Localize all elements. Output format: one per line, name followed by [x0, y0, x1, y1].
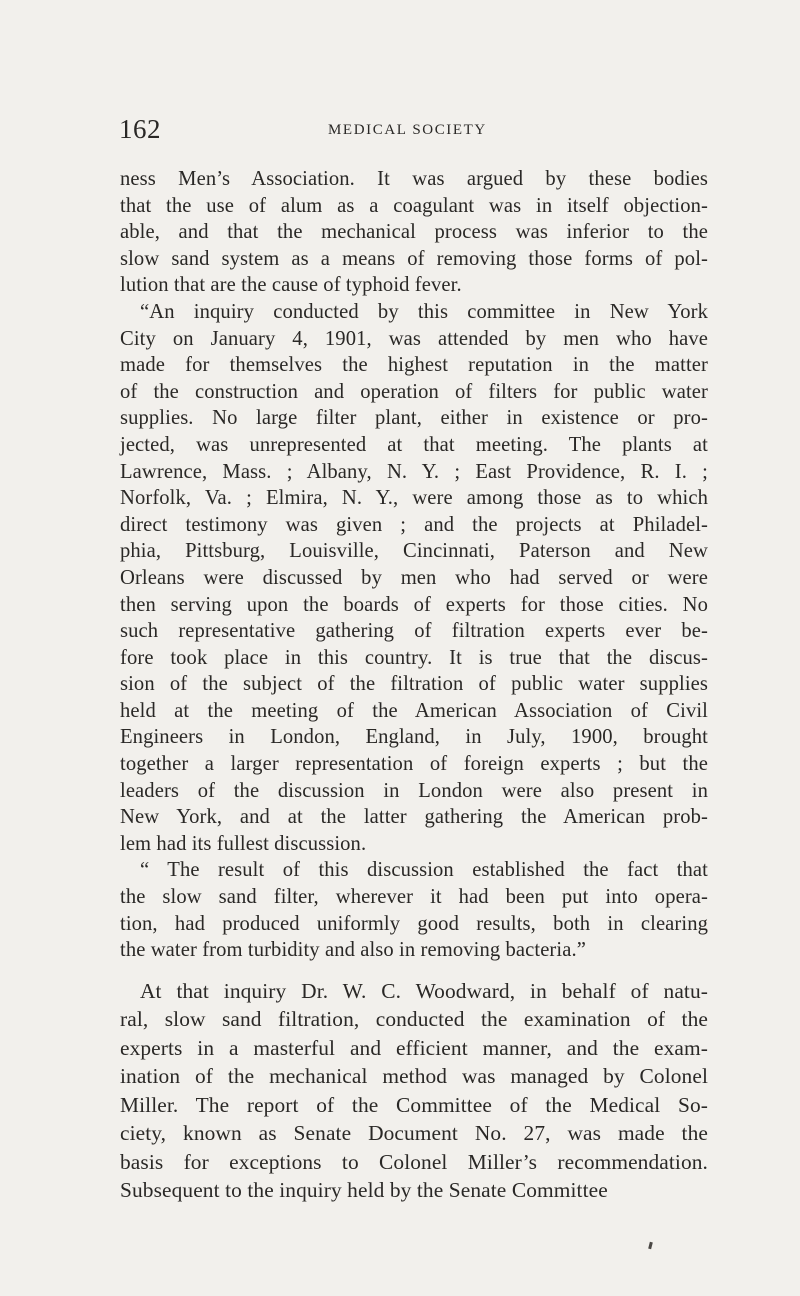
text-line: Engineers in London, England, in July, 1900, brought	[120, 726, 708, 749]
text-line: ness Men’s Association. It was argued by these bodies	[120, 168, 708, 190]
text-line: ral, slow sand filtration, conducted the examination of the	[120, 1007, 708, 1032]
text-line: At that inquiry Dr. W. C. Woodward, in behalf of natu-	[140, 978, 708, 1003]
text-line: phia, Pittsburg, Louisville, Cincinnati, Paterson and New	[120, 540, 708, 563]
text-line: lution that are the cause of typhoid fever.	[120, 274, 462, 297]
ink-speck	[648, 1242, 653, 1250]
text-line: then serving upon the boards of experts for those cities. No	[120, 593, 708, 616]
text-line: Orleans were discussed by men who had served or were	[120, 566, 708, 589]
text-line: the slow sand filter, wherever it had been put into opera-	[120, 886, 708, 909]
text-line: tion, had produced uniformly good results, both in clearing	[120, 912, 708, 935]
text-line: fore took place in this country. It is true that the discus-	[120, 646, 708, 669]
text-line: experts in a masterful and efficient manner, and the exam-	[120, 1035, 708, 1060]
text-line: lem had its fullest discussion.	[120, 832, 367, 855]
text-line: basis for exceptions to Colonel Miller’s recommendation.	[120, 1149, 708, 1174]
body-paragraph	[120, 977, 708, 1205]
text-line: direct testimony was given ; and the projects at Philadel-	[120, 513, 708, 536]
text-line: made for themselves the highest reputation in the matter	[120, 354, 708, 377]
quoted-paragraph-inquiry	[120, 299, 708, 857]
text-line: jected, was unrepresented at that meeting. The plants at	[120, 433, 708, 456]
text-line: Subsequent to the inquiry held by the Senate Committee	[120, 1178, 608, 1203]
text-line: Miller. The report of the Committee of the Medical So-	[120, 1092, 708, 1117]
text-line: New York, and at the latter gathering the American prob-	[120, 806, 708, 829]
text-line: that the use of alum as a coagulant was in itself objection-	[120, 194, 708, 217]
text-line: slow sand system as a means of removing those forms of pol-	[120, 247, 708, 270]
quoted-paragraph-result	[120, 857, 708, 963]
text-line: able, and that the mechanical process was inferior to the	[120, 221, 708, 244]
text-line: together a larger representation of foreign experts ; but the	[120, 753, 708, 776]
text-line: “An inquiry conducted by this committee in New York	[140, 300, 708, 323]
text-line: such representative gathering of filtration experts ever be-	[120, 620, 708, 643]
running-head: MEDICAL SOCIETY	[328, 122, 487, 138]
text-line: sion of the subject of the filtration of public water supplies	[120, 673, 708, 696]
text-line: of the construction and operation of filters for public water	[120, 380, 708, 403]
page-text	[120, 166, 708, 1205]
text-line: City on January 4, 1901, was attended by men who have	[120, 327, 708, 350]
page-number: 162	[119, 114, 161, 144]
text-line: leaders of the discussion in London were also present in	[120, 779, 708, 802]
text-line: ination of the mechanical method was managed by Colonel	[120, 1064, 708, 1089]
text-line: “ The result of this discussion established the fact that	[140, 859, 708, 882]
text-line: the water from turbidity and also in removing bacteria.”	[120, 939, 586, 962]
text-line: Lawrence, Mass. ; Albany, N. Y. ; East Providence, R. I. ;	[120, 460, 708, 483]
text-line: ciety, known as Senate Document No. 27, was made the	[120, 1121, 708, 1146]
text-line: Norfolk, Va. ; Elmira, N. Y., were among those as to which	[120, 487, 708, 510]
text-line: held at the meeting of the American Association of Civil	[120, 699, 708, 722]
quoted-paragraph-continuation	[120, 166, 708, 299]
text-line: supplies. No large filter plant, either in existence or pro-	[120, 407, 708, 430]
